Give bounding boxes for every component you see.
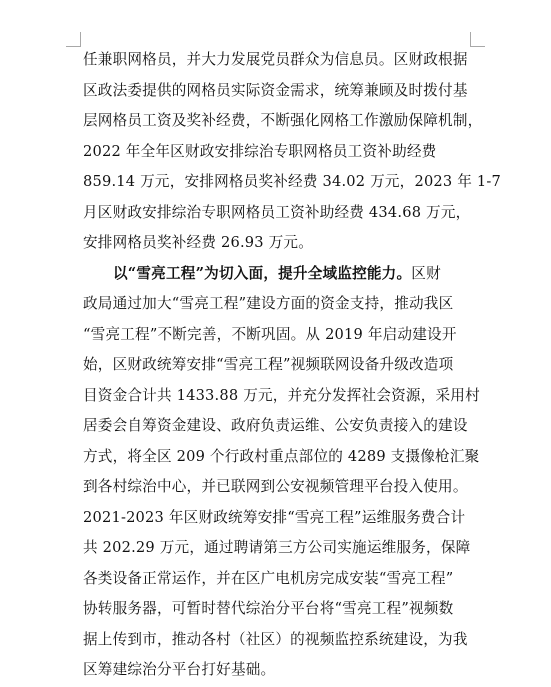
- text-line: 到各村综治中心，并已联网到公安视频管理平台投入使用。: [83, 478, 468, 495]
- text-line: 2021-2023 年区财政统筹安排“雪亮工程”运维服务费合计: [83, 508, 466, 526]
- text-line: 区筹建综治分平台打好基础。: [83, 661, 276, 678]
- page-corner-mark-top-left: [66, 32, 81, 47]
- document-body: [83, 45, 501, 686]
- text-line: 层网格员工资及奖补经费，不断强化网格工作激励保障机制，: [83, 112, 483, 129]
- text-span: 区财: [411, 264, 441, 282]
- text-line: 目资金合计共 1433.88 万元，并充分发挥社会资源，采用村: [83, 386, 480, 404]
- text-line: 协转服务器，可暂时替代综治分平台将“雪亮工程”视频数: [83, 600, 454, 617]
- text-line: 始，区财政统筹安排“雪亮工程”视频联网设备升级改造项: [83, 356, 454, 373]
- text-line: 方式，将全区 209 个行政村重点部位的 4289 支摄像枪汇聚: [83, 447, 480, 465]
- text-line: 2022 年全年区财政安排综治专职网格员工资补助经费: [83, 142, 437, 160]
- text-line: 据上传到市，推动各村（社区）的视频监控系统建设，为我: [83, 630, 468, 648]
- text-line: 月区财政安排综治专职网格员工资补助经费 434.68 万元，: [83, 203, 471, 221]
- text-line: 政局通过加大“雪亮工程”建设方面的资金支持，推动我区: [83, 295, 454, 312]
- paragraph-1: [83, 45, 501, 259]
- text-line: [83, 259, 473, 290]
- text-line: 安排网格员奖补经费 26.93 万元。: [83, 234, 313, 251]
- text-line: 任兼职网格员，并大力发展党员群众为信息员。区财政根据: [83, 51, 468, 68]
- text-line: 区政法委提供的网格员实际资金需求，统筹兼顾及时拨付基: [83, 81, 468, 99]
- text-line: 居委会自筹资金建设、政府负责运维、公安负责接入的建设: [83, 417, 468, 434]
- text-line: “雪亮工程”不断完善，不断巩固。从 2019 年启动建设开: [83, 325, 457, 343]
- text-line: 共 202.29 万元，通过聘请第三方公司实施运维服务，保障: [83, 539, 471, 556]
- paragraph-2: [83, 259, 480, 686]
- text-line: 859.14 万元，安排网格员奖补经费 34.02 万元，2023 年 1-7: [83, 173, 501, 190]
- text-line: 各类设备正常运作，并在区广电机房完成安装“雪亮工程”: [83, 569, 454, 587]
- paragraph-heading: 以“雪亮工程”为切入面，提升全域监控能力。: [113, 264, 412, 282]
